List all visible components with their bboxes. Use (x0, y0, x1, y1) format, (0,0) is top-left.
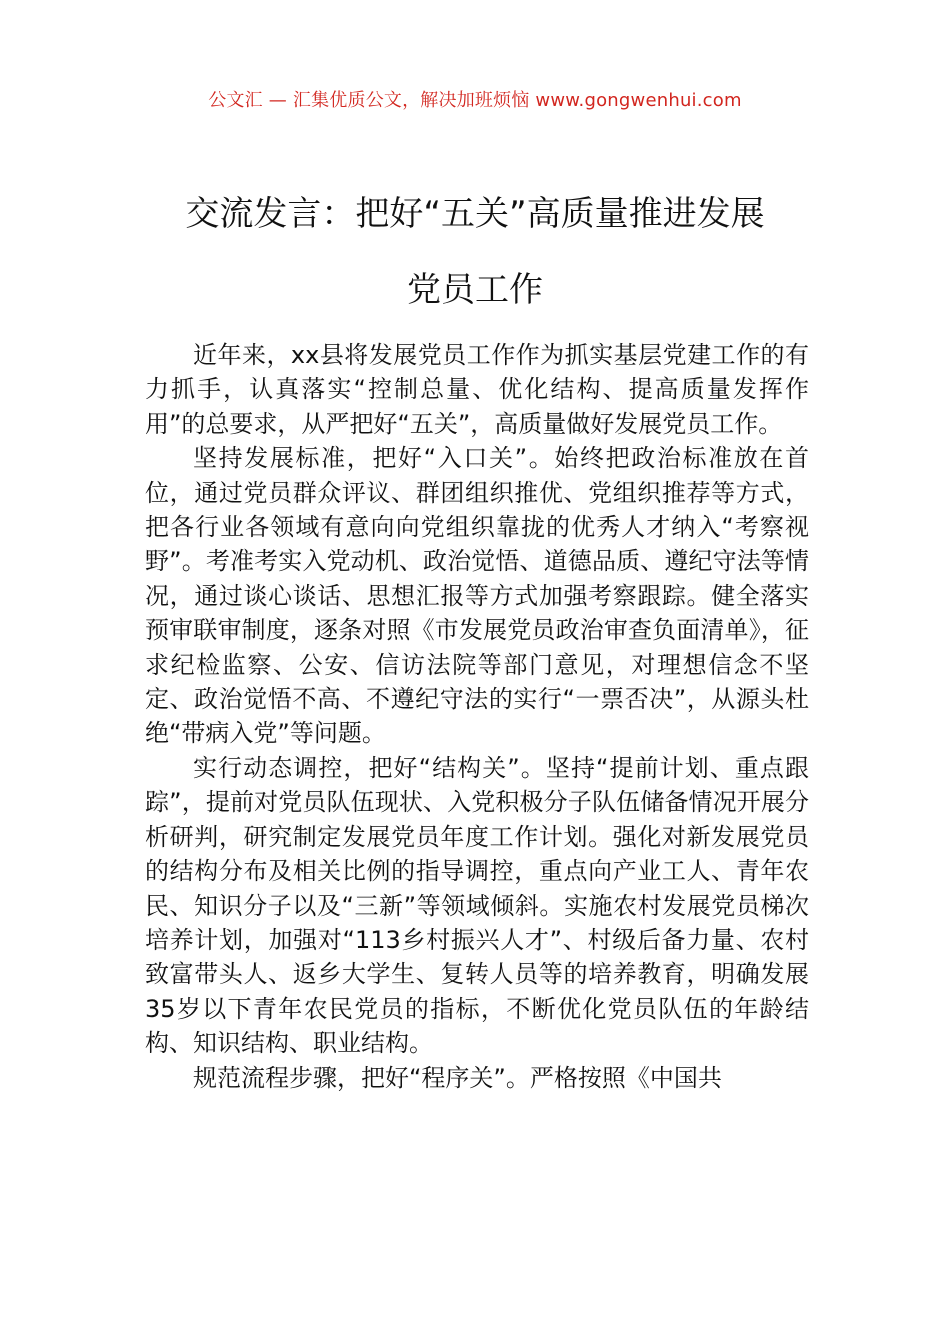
paragraph-structure-gate: 实行动态调控，把好“结构关”。坚持“提前计划、重点跟踪”，提前对党员队伍现状、入党积极分子队伍储备情况开展分析研判，研究制定发展党员年度工作计划。强化对新发展党员的结构分布及相关比例的指导调控，重点向产业工人、青年农民、知识分子以及“三新”等领域倾斜。实施农村发展党员梯次培养计划，加强对“113乡村振兴人才”、村级后备力量、农村致富带头人、返乡大学生、复转人员等的培养教育，明确发展35岁以下青年农民党员的指标，不断优化党员队伍的年龄结构、知识结构、职业结构。 (145, 753, 809, 1058)
header-banner: 公文汇 — 汇集优质公文，解决加班烦恼 www.gongwenhui.com (208, 90, 742, 111)
paragraph-intro: 近年来，xx县将发展党员工作作为抓实基层党建工作的有力抓手，认真落实“控制总量、优化结构、提高质量发挥作用”的总要求，从严把好“五关”，高质量做好发展党员工作。 (145, 341, 809, 438)
title-line-2: 党员工作 (407, 270, 543, 310)
paragraph-entry-gate: 坚持发展标准，把好“入口关”。始终把政治标准放在首位，通过党员群众评议、群团组织推优、党组织推荐等方式，把各行业各领域有意向向党组织靠拢的优秀人才纳入“考察视野”。考准考实入党动机、政治觉悟、道德品质、遵纪守法等情况，通过谈心谈话、思想汇报等方式加强考察跟踪。健全落实预审联审制度，逐条对照《市发展党员政治审查负面清单》，征求纪检监察、公安、信访法院等部门意见，对理想信念不坚定、政治觉悟不高、不遵纪守法的实行“一票否决”，从源头杜绝“带病入党”等问题。 (145, 444, 809, 748)
paragraph-procedure-gate: 规范流程步骤，把好“程序关”。严格按照《中国共 (193, 1063, 722, 1092)
title-line-1: 交流发言：把好“五关”高质量推进发展 (185, 194, 765, 234)
document-body (145, 338, 809, 1095)
document-title (100, 176, 850, 328)
